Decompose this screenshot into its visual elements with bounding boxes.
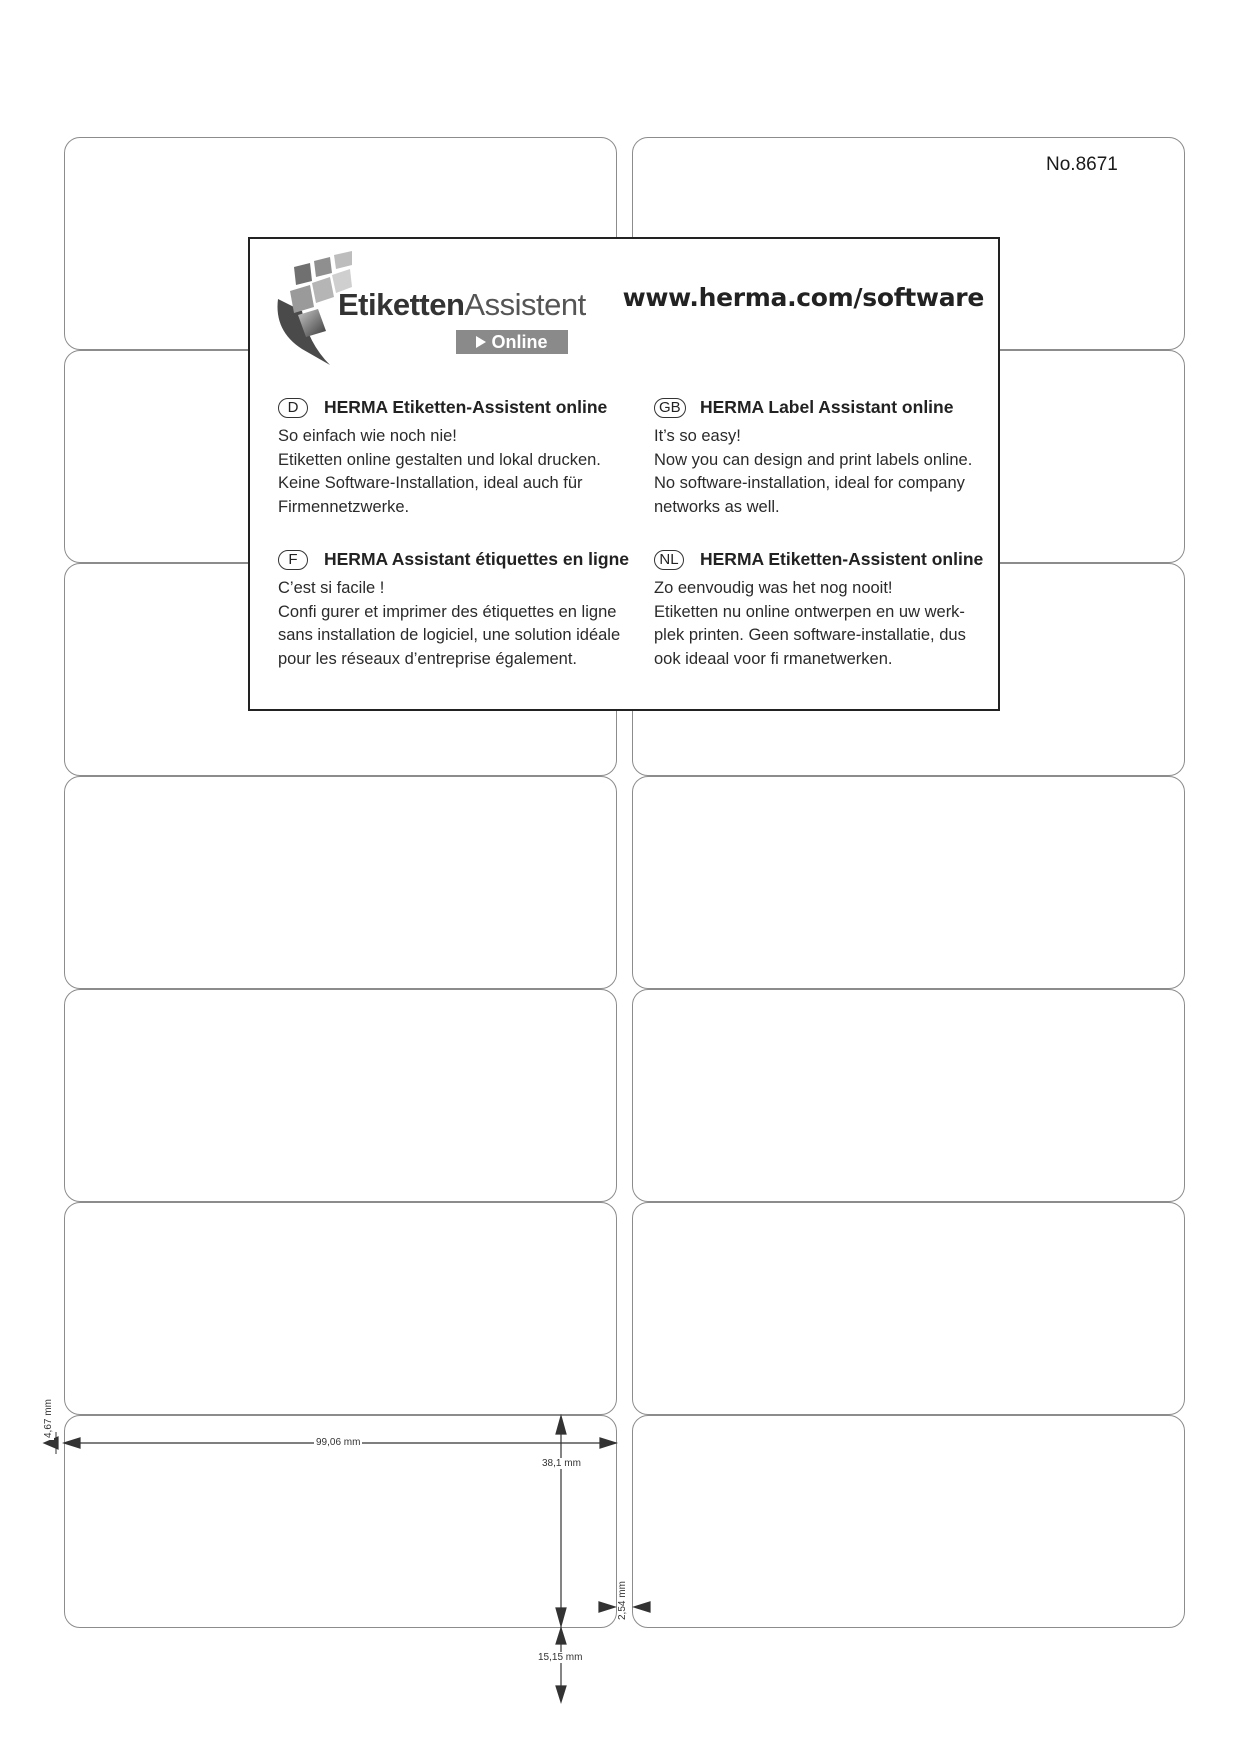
text-line: It’s so easy! (654, 427, 741, 445)
text-line: Confi gurer et imprimer des étiquettes en ligne (278, 602, 617, 621)
arrow-left-icon (64, 1438, 80, 1448)
text-line: Zo eenvoudig was het nog nooit! (654, 579, 893, 597)
language-badge-gb: GB (654, 398, 686, 418)
text-line: sans installation de logiciel, une solution idéale (278, 626, 621, 644)
text-line: plek printen. Geen software-installatie, dus (654, 626, 966, 644)
gap-text: 2,54 mm (617, 1581, 628, 1620)
text-line: C’est si facile ! (278, 579, 385, 597)
text-line: Now you can design and print labels online. (654, 450, 973, 469)
arrow-down-icon (556, 1686, 566, 1702)
text-line: networks as well. (654, 497, 780, 516)
text-line: So einfach wie noch nie! (278, 427, 457, 445)
arrow-down-icon (556, 1608, 566, 1626)
language-badge-de: D (278, 398, 308, 418)
text-line: Keine Software-Installation, ideal auch für (278, 474, 583, 492)
software-url[interactable]: www.herma.com/software (622, 283, 984, 312)
section-title-de: HERMA Etiketten-Assistent online (324, 397, 608, 417)
arrow-left-icon (634, 1602, 650, 1612)
arrow-up-icon (556, 1416, 566, 1434)
section-title-fr: HERMA Assistant étiquettes en ligne (324, 549, 630, 569)
language-badge-nl: NL (654, 550, 684, 570)
text-line: pour les réseaux d’entreprise également. (278, 649, 578, 668)
left-margin-text: 4,67 mm (43, 1399, 54, 1438)
text-line: Firmennetzwerke. (278, 497, 410, 516)
language-badge-fr: F (278, 550, 308, 570)
product-number: No.8671 (1046, 154, 1118, 175)
arrow-right-icon (599, 1602, 615, 1612)
logo-word-light: Assistent (464, 287, 586, 322)
text-line: No software-installation, ideal for company (654, 474, 965, 492)
section-title-nl: HERMA Etiketten-Assistent online (700, 549, 984, 569)
label-height-text: 38,1 mm (542, 1458, 581, 1469)
logo-word-bold: Etiketten (338, 287, 465, 322)
bottom-margin-text: 15,15 mm (538, 1652, 583, 1663)
logo-tag-label: Online (491, 332, 548, 352)
text-line: Etiketten online gestalten und lokal drucken. (278, 450, 601, 469)
section-title-gb: HERMA Label Assistant online (700, 397, 954, 417)
label-width-text: 99,06 mm (316, 1437, 361, 1448)
text-line: ook ideaal voor fi rmanetwerken. (654, 649, 893, 668)
arrow-up-icon (556, 1628, 566, 1644)
text-line: Etiketten nu online ontwerpen en uw werk- (654, 602, 965, 621)
